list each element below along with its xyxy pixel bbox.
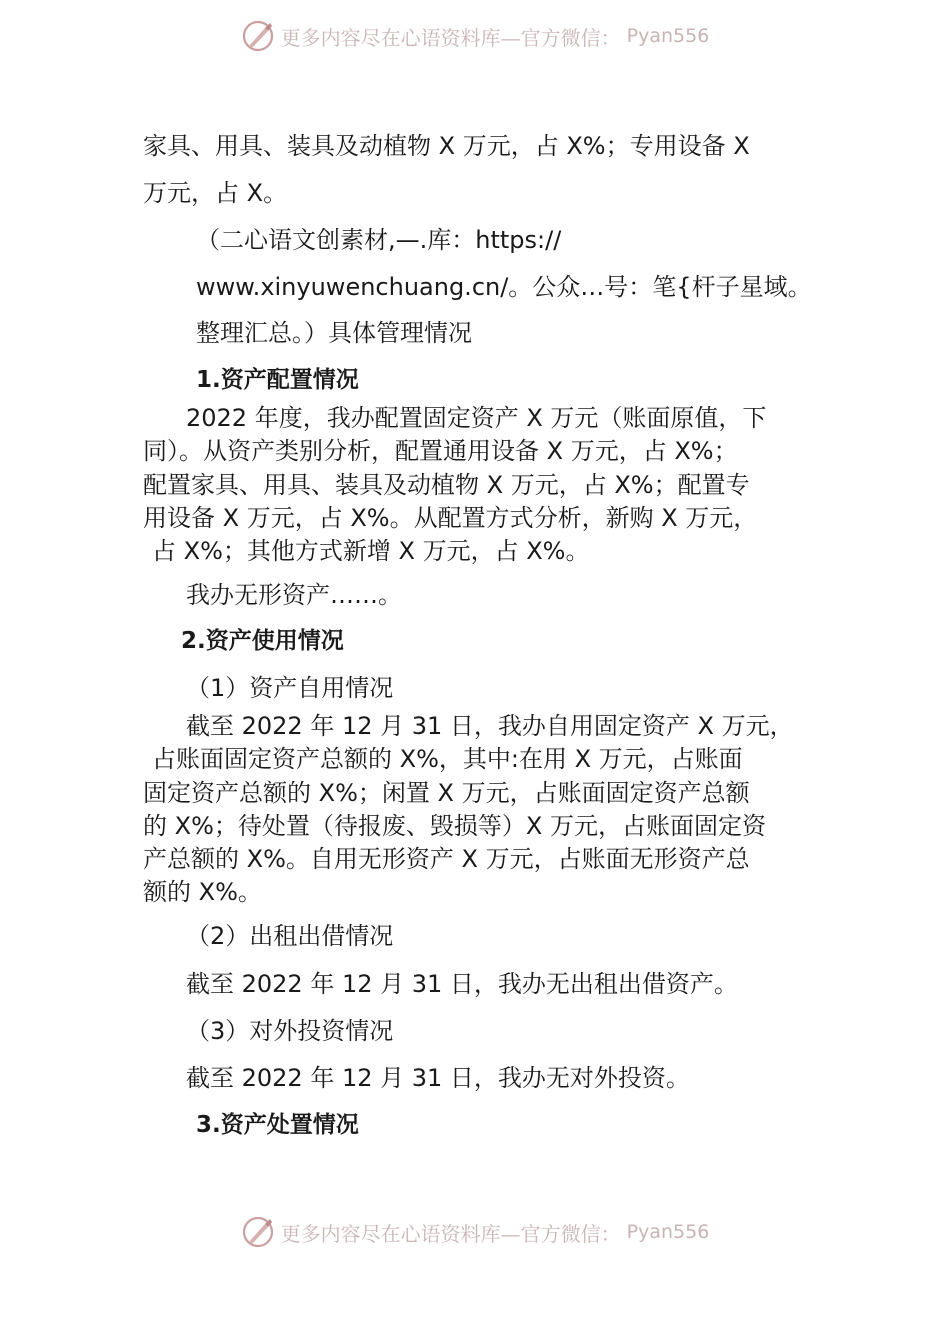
- paragraph-line: 用设备 X 万元，占 X%。从配置方式分析，新购 X 万元，: [143, 504, 758, 532]
- paragraph-line: 截至 2022 年 12 月 31 日，我办无对外投资。: [186, 1064, 690, 1092]
- subsection-heading: 3.资产处置情况: [196, 1112, 359, 1138]
- header-watermark: [0, 16, 950, 56]
- paragraph-line: 万元，占 X。: [143, 179, 288, 207]
- footer-watermark: [0, 1212, 950, 1252]
- item-heading: （2）出租出借情况: [186, 922, 394, 950]
- paragraph-line: 占 X%；其他方式新增 X 万元，占 X%。: [152, 537, 590, 565]
- subsection-heading: 2.资产使用情况: [181, 628, 344, 654]
- watermark-text: 更多内容尽在心语资料库—官方微信：: [280, 25, 621, 50]
- paragraph-line: 2022 年度，我办配置固定资产 X 万元（账面原值，下: [186, 404, 767, 432]
- item-heading: （1）资产自用情况: [186, 674, 394, 702]
- item-heading: （3）对外投资情况: [186, 1017, 394, 1045]
- watermark-text: 更多内容尽在心语资料库—官方微信：: [280, 1221, 621, 1246]
- watermark-handle: Pyan556: [626, 1221, 710, 1243]
- paragraph-line: 额的 X%。: [143, 878, 262, 906]
- source-note-line: （二心语文创素材,—.库：https://: [196, 226, 562, 254]
- paragraph-line: 产总额的 X%。自用无形资产 X 万元，占账面无形资产总: [143, 845, 750, 873]
- watermark-handle: Pyan556: [626, 25, 710, 47]
- paragraph-line: 同）。从资产类别分析，配置通用设备 X 万元，占 X%；: [143, 437, 738, 465]
- paragraph-line: 家具、用具、装具及动植物 X 万元，占 X%；专用设备 X: [143, 132, 750, 160]
- paragraph-line: 我办无形资产……。: [186, 581, 402, 609]
- source-note-line: www.xinyuwenchuang.cn/。公众…号：笔{杆子星域。: [196, 273, 812, 301]
- paragraph-line: 的 X%；待处置（待报废、毁损等）X 万元，占账面固定资: [143, 812, 766, 840]
- subsection-heading: 1.资产配置情况: [196, 367, 359, 393]
- paragraph-line: 截至 2022 年 12 月 31 日，我办自用固定资产 X 万元，: [186, 712, 794, 740]
- paragraph-line: 固定资产总额的 X%；闲置 X 万元，占账面固定资产总额: [143, 779, 750, 807]
- paragraph-line: 截至 2022 年 12 月 31 日，我办无出租出借资产。: [186, 970, 738, 998]
- paragraph-line: 占账面固定资产总额的 X%，其中:在用 X 万元，占账面: [152, 745, 743, 773]
- paragraph-line: 配置家具、用具、装具及动植物 X 万元，占 X%；配置专: [143, 471, 750, 499]
- quill-logo-icon: [241, 1215, 275, 1249]
- section-heading: 整理汇总。）具体管理情况: [196, 319, 472, 347]
- quill-logo-icon: [241, 19, 275, 53]
